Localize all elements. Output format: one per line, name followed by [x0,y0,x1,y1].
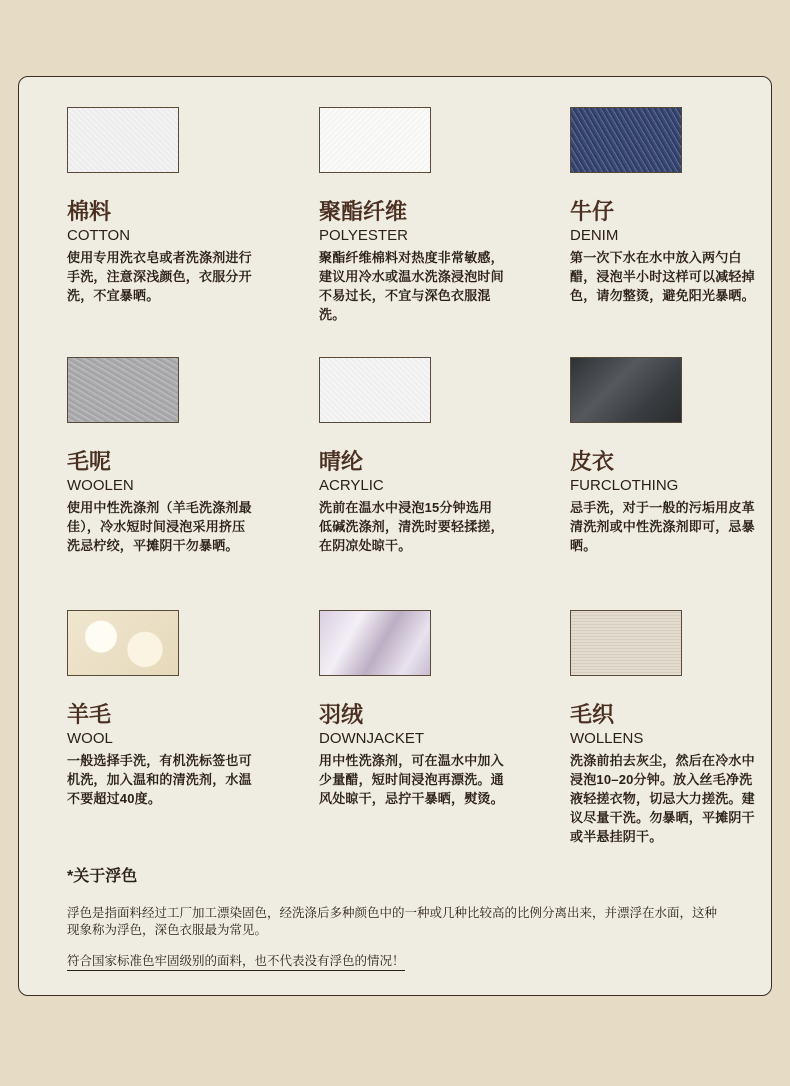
fabric-name-cn: 毛织 [570,702,615,727]
fabric-name-en: DENIM [570,227,619,244]
denim-swatch [570,107,682,173]
fabric-item-acrylic [319,357,519,555]
leather-swatch [570,357,682,423]
fabric-care-text: 使用中性洗涤剂（羊毛洗涤剂最佳），冷水短时间浸泡采用挤压洗忌柠绞，平摊阴干勿暴晒。 [67,500,252,553]
polyester-swatch [319,107,431,173]
acrylic-swatch [319,357,431,423]
fabric-name-cn: 毛呢 [67,449,112,474]
fabric-care-text: 用中性洗涤剂，可在温水中加入少量醋，短时间浸泡再漂洗。通风处晾干，忌拧干暴晒，熨烫。 [319,753,504,806]
fabric-item-furclothing [570,357,770,555]
fabric-name-cn: 晴纶 [319,449,364,474]
fabric-name-en: POLYESTER [319,227,408,244]
fabric-name-en: WOOLEN [67,477,134,494]
fabric-item-woolen [67,357,267,555]
fabric-name-en: COTTON [67,227,131,244]
cotton-swatch [67,107,179,173]
fabric-name-cn: 羊毛 [67,702,112,727]
fabric-care-text: 洗涤前拍去灰尘，然后在冷水中浸泡10–20分钟。放入丝毛净洗液轻搓衣物，切忌大力搓洗。建议尽量干洗。勿暴晒，平摊阴干或半悬挂阴干。 [570,753,755,844]
wollens-swatch [570,610,682,676]
fabric-name-cn: 棉料 [67,199,112,224]
wool-swatch [67,610,179,676]
fabric-item-cotton [67,107,267,305]
fabric-care-text: 一般选择手洗，有机洗标签也可机洗，加入温和的清洗剂，水温不要超过40度。 [67,753,252,806]
fabric-name-en: WOLLENS [570,730,644,747]
fabric-name-en: ACRYLIC [319,477,384,494]
fabric-item-denim [570,107,770,305]
fabric-name-cn: 羽绒 [319,702,364,727]
color-bleed-warning: 符合国家标准色牢固级别的面料，也不代表没有浮色的情况！ [67,951,405,971]
fabric-name-en: DOWNJACKET [319,730,424,747]
fabric-name-en: WOOL [67,730,113,747]
fabric-care-text: 忌手洗，对于一般的污垢用皮革清洗剂或中性洗涤剂即可，忌暴晒。 [570,500,755,553]
fabric-item-wool [67,610,267,808]
fabric-care-text: 聚酯纤维棉料对热度非常敏感，建议用冷水或温水洗涤浸泡时间不易过长，不宜与深色衣服混洗。 [319,250,504,322]
fabric-name-cn: 聚酯纤维 [319,199,408,224]
fabric-care-text: 洗前在温水中浸泡15分钟选用低碱洗涤剂，清洗时要轻揉搓，在阴凉处晾干。 [319,500,504,553]
color-bleed-note-body: 浮色是指面料经过工厂加工漂染固色，经洗涤后多种颜色中的一种或几种比较高的比例分离出来，并漂浮在水面，这种现象称为浮色，深色衣服最为常见。 [67,906,718,937]
color-bleed-note-title: *关于浮色 [67,868,138,885]
fabric-item-downjacket [319,610,519,808]
down-swatch [319,610,431,676]
fabric-name-cn: 皮衣 [570,449,615,474]
fabric-item-polyester [319,107,519,324]
fabric-item-wollens [570,610,770,846]
fabric-care-text: 第一次下水在水中放入两勺白醋，浸泡半小时这样可以减轻掉色，请勿整烫，避免阳光暴晒。 [570,250,755,303]
fabric-care-text: 使用专用洗衣皂或者洗涤剂进行手洗，注意深浅颜色，衣服分开洗，不宜暴晒。 [67,250,252,303]
woolen-swatch [67,357,179,423]
fabric-name-cn: 牛仔 [570,199,615,224]
fabric-name-en: FURCLOTHING [570,477,679,494]
fabric-care-card [18,76,772,996]
